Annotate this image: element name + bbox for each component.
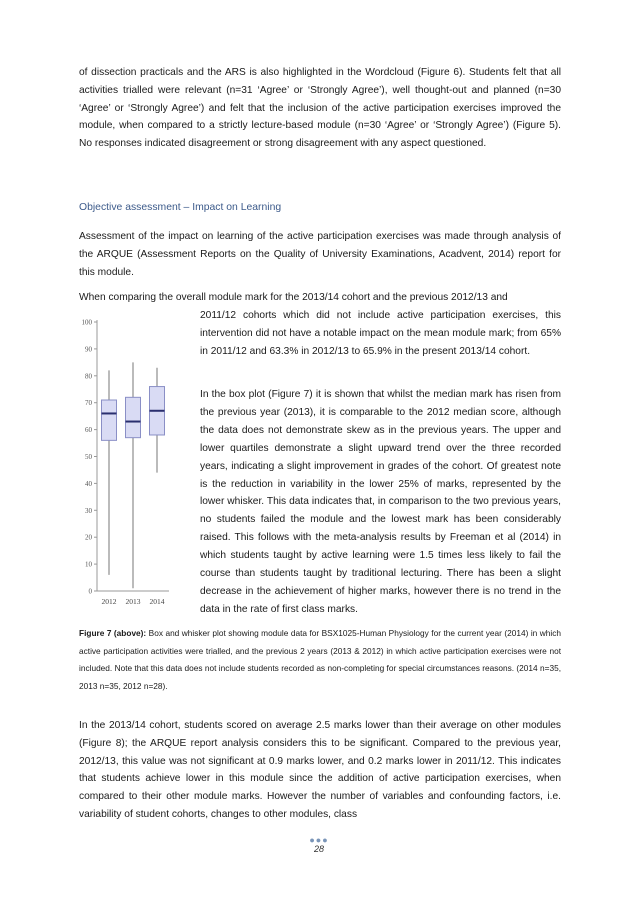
y-tick-label: 50 xyxy=(85,453,92,461)
x-tick-label: 2013 xyxy=(125,597,141,606)
y-tick-label: 100 xyxy=(81,318,92,327)
y-tick-label: 80 xyxy=(85,372,92,381)
comparison-paragraph: 2011/12 cohorts which did not include active participation exercises, this intervention did not have a notable impact on the mean module mark; from 65% in 2011/12 and 63.3% in 2012/13 to 65.9% in the present 2013/14 cohort. xyxy=(200,310,561,357)
caption-text: Box and whisker plot showing module data for BSX1025-Human Physiology for the current year (2014) in which active participation activities were trialled, and the previous 2 years (2013 & 2012) in which active participation exercises were not included. Note that this data does not include students recorded as non-completing for special circumstances reasons. (2014 n=35, 2013 n=35, 2012 n=28). xyxy=(79,628,561,691)
y-tick-label: 10 xyxy=(85,560,92,569)
page-footer xyxy=(303,836,335,854)
figure-caption xyxy=(79,625,561,695)
boxplot-paragraph: In the box plot (Figure 7) it is shown that whilst the median mark has risen from the previous year (2013), it is comparable to the 2012 median score, although the data does not demonstrate skew as in the previous years. The upper and lower quartiles demonstrate a slight upward trend over the three recorded years, indicating a slight improvement in grades of the cohort. Of greatest note is the reduction in variability in the lower 25% of marks, represented by the lower whisker. This data indicates that, in comparison to the two previous years, no students failed the module and the lowest mark has been considerably raised. This follows with the meta-analysis results by Freeman et al (2014) in which students taught by active learning were 1.5 times less likely to fail the course than students taught by traditional lecturing. There has been a slight decrease in the achievement of higher marks, however there is no trend in the data in the rate of first class marks. xyxy=(200,389,561,615)
intro-paragraph: of dissection practicals and the ARS is also highlighted in the Wordcloud (Figure 6). Students felt that all activities trialled were relevant (n=31 ‘Agree’ or ‘Strongly Agree’), well thought-out and planned (n=30 ‘Agree’ or ‘Strongly Agree’) and felt that the inclusion of the active participation exercises improved the module, when compared to a strictly lecture-based module (n=30 ‘Agree’ or ‘Strongly Agree’) (Figure 5). No responses indicated disagreement or strong disagreement with any aspect questioned. xyxy=(79,67,561,150)
x-tick-label: 2014 xyxy=(149,597,165,606)
footer-dots-icon: ●●● xyxy=(309,835,329,845)
y-tick-label: 20 xyxy=(85,533,92,542)
box-2013 xyxy=(126,397,141,437)
y-tick-label: 90 xyxy=(85,345,92,354)
box-2012 xyxy=(102,400,117,440)
x-tick-label: 2012 xyxy=(101,597,117,606)
y-tick-label: 30 xyxy=(85,506,92,515)
box-plot-chart xyxy=(73,312,197,612)
caption-label: Figure 7 (above): xyxy=(79,628,147,638)
page-number: 28 xyxy=(313,844,324,854)
y-tick-label: 60 xyxy=(85,426,92,435)
y-tick-label: 70 xyxy=(85,399,92,408)
y-tick-label: 40 xyxy=(85,479,92,488)
comparison-lead-line: When comparing the overall module mark for the 2013/14 cohort and the previous 2012/13 and xyxy=(79,292,508,303)
section-heading: Objective assessment – Impact on Learning xyxy=(79,202,282,213)
y-tick-label: 0 xyxy=(88,587,92,596)
cohort-paragraph: In the 2013/14 cohort, students scored on average 2.5 marks lower than their average on other modules (Figure 8); the ARQUE report analysis considers this to be significant. Compared to the previous year, 2012/13, this value was not significant at 0.9 marks lower, and 0.2 marks lower in 2011/12. This indicates that students achieve lower in this module since the addition of active participation exercises, when compared to their other module marks. However the number of variables and confounding factors, i.e. variability of student cohorts, changes to other modules, class xyxy=(79,720,561,820)
assessment-paragraph: Assessment of the impact on learning of the active participation exercises was made through analysis of the ARQUE (Assessment Reports on the Quality of University Examinations, Acadvent, 2014) report for this module. xyxy=(79,231,561,278)
